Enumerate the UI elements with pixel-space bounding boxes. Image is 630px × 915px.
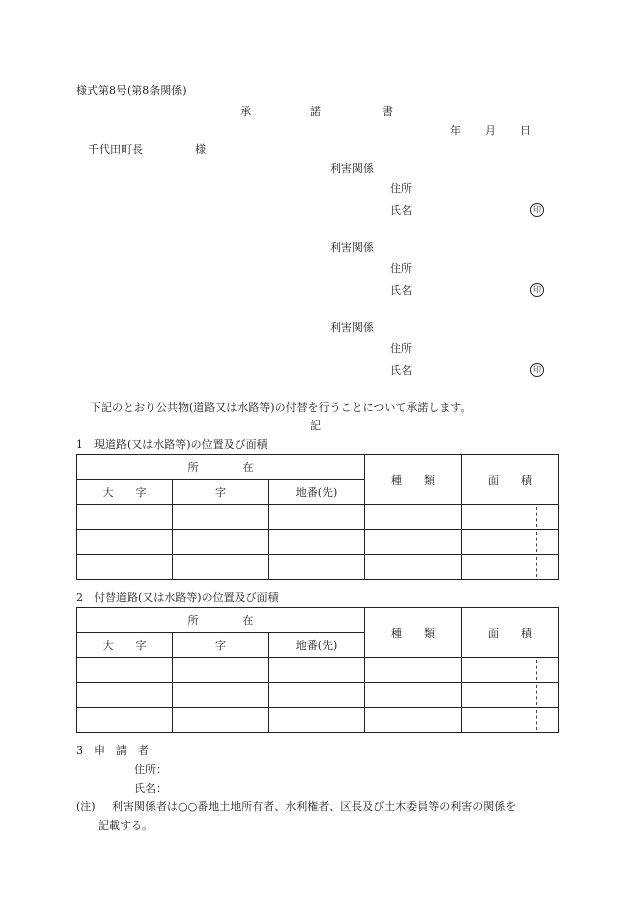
section-2-title: 2 付替道路(又は水路等)の位置及び面積	[76, 591, 279, 604]
cell-chiban[interactable]	[269, 683, 365, 708]
addressee: 千代田町長	[88, 143, 143, 156]
cell-type[interactable]	[365, 530, 462, 555]
cell-chiban[interactable]	[269, 530, 365, 555]
section-3-title: 3 申 請 者	[76, 744, 149, 757]
cell-aza[interactable]	[173, 530, 269, 555]
note-line-2: 記載する。	[98, 819, 153, 832]
cell-aza[interactable]	[173, 658, 269, 683]
party-3-seal-icon: 印	[530, 363, 544, 377]
party-1-seal-icon: 印	[530, 203, 544, 217]
cell-chiban[interactable]	[269, 708, 365, 733]
cell-type[interactable]	[365, 683, 462, 708]
ki-label: 記	[310, 419, 321, 432]
date-year: 年	[450, 124, 461, 137]
note-label: (注)	[76, 800, 96, 813]
section-2-table	[76, 607, 559, 733]
header-oaza: 大 字	[77, 633, 173, 658]
date-month: 月	[485, 124, 496, 137]
cell-oaza[interactable]	[77, 658, 173, 683]
party-2-seal-icon: 印	[530, 283, 544, 297]
cell-aza[interactable]	[173, 683, 269, 708]
party-3-role: 利害関係	[330, 321, 374, 334]
cell-area[interactable]	[462, 658, 559, 683]
note-line-1: 利害関係者は○○番地土地所有者、水利権者、区長及び土木委員等の利害の関係を	[112, 800, 517, 813]
table-row	[77, 683, 559, 708]
cell-area[interactable]	[462, 530, 559, 555]
cell-oaza[interactable]	[77, 555, 173, 580]
table-row	[77, 530, 559, 555]
table-row	[77, 708, 559, 733]
party-3-address-label: 住所	[390, 342, 412, 355]
title-char-2: 諾	[310, 105, 321, 118]
header-area: 面 積	[462, 608, 559, 658]
cell-aza[interactable]	[173, 708, 269, 733]
cell-oaza[interactable]	[77, 683, 173, 708]
table-row	[77, 505, 559, 530]
header-type: 種 類	[365, 608, 462, 658]
form-number: 様式第8号(第8条関係)	[76, 84, 187, 97]
cell-chiban[interactable]	[269, 658, 365, 683]
table-row	[77, 555, 559, 580]
header-chiban: 地番(先)	[269, 633, 365, 658]
party-1-address-label: 住所	[390, 182, 412, 195]
body-text: 下記のとおり公共物(道路又は水路等)の付替を行うことについて承諾します。	[90, 401, 472, 414]
honorific: 様	[195, 143, 206, 156]
applicant-address-label: 住所：	[134, 763, 167, 776]
cell-aza[interactable]	[173, 555, 269, 580]
cell-type[interactable]	[365, 708, 462, 733]
title-char-3: 書	[382, 105, 393, 118]
header-chiban: 地番(先)	[269, 480, 365, 505]
header-location: 所 在	[77, 455, 365, 480]
header-aza: 字	[173, 633, 269, 658]
table-row	[77, 658, 559, 683]
header-aza: 字	[173, 480, 269, 505]
cell-area[interactable]	[462, 683, 559, 708]
party-2-role: 利害関係	[330, 241, 374, 254]
cell-aza[interactable]	[173, 505, 269, 530]
party-1-role: 利害関係	[330, 162, 374, 175]
party-1-name-label: 氏名	[390, 204, 412, 217]
header-oaza: 大 字	[77, 480, 173, 505]
date-day: 日	[520, 124, 531, 137]
applicant-name-label: 氏名：	[134, 782, 167, 795]
header-type: 種 類	[365, 455, 462, 505]
cell-chiban[interactable]	[269, 505, 365, 530]
cell-area[interactable]	[462, 505, 559, 530]
cell-oaza[interactable]	[77, 530, 173, 555]
cell-type[interactable]	[365, 658, 462, 683]
cell-type[interactable]	[365, 505, 462, 530]
cell-chiban[interactable]	[269, 555, 365, 580]
section-1-table	[76, 454, 559, 580]
party-2-address-label: 住所	[390, 262, 412, 275]
cell-area[interactable]	[462, 708, 559, 733]
cell-oaza[interactable]	[77, 708, 173, 733]
header-area: 面 積	[462, 455, 559, 505]
section-1-title: 1 現道路(又は水路等)の位置及び面積	[76, 438, 268, 451]
header-location: 所 在	[77, 608, 365, 633]
party-3-name-label: 氏名	[390, 364, 412, 377]
party-2-name-label: 氏名	[390, 284, 412, 297]
title-char-1: 承	[240, 105, 251, 118]
cell-oaza[interactable]	[77, 505, 173, 530]
cell-area[interactable]	[462, 555, 559, 580]
cell-type[interactable]	[365, 555, 462, 580]
